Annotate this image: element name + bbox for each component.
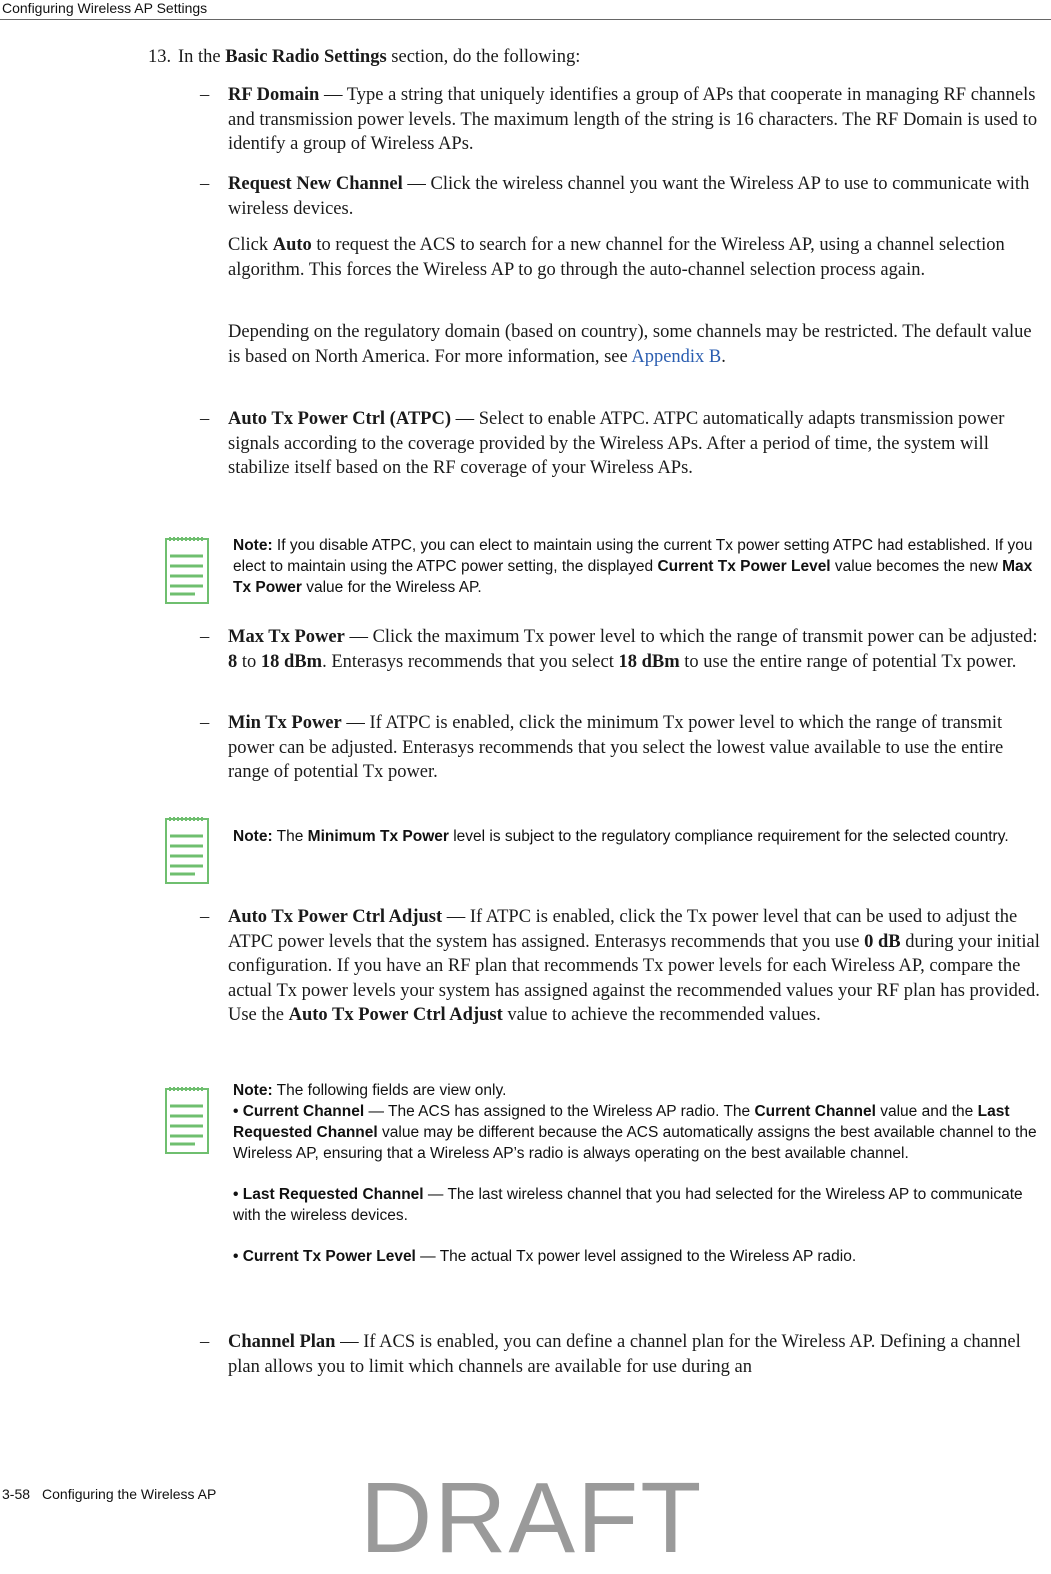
page-footer xyxy=(2,1486,216,1502)
list-dash: – xyxy=(200,627,210,647)
note-bullet-current-tx: • Current Tx Power Level — The actual Tx power level assigned to the Wireless AP radio. xyxy=(233,1248,857,1265)
note-bullet-last-requested: • Last Requested Channel — The last wireless channel that you had selected for the Wireless AP to communicate with the wireless devices. xyxy=(233,1186,1023,1224)
para-regulatory: Depending on the regulatory domain (based on country), some channels may be restricted. The default value is based on North America. For more information, see Appendix B. xyxy=(228,322,1032,367)
note-atpc: Note: If you disable ATPC, you can elect to maintain using the current Tx power setting ATPC had established. If you elect to maintain using the ATPC power setting, the displayed Current Tx Power Level value becomes the new Max Tx Power value for the Wireless AP. xyxy=(233,537,1033,596)
item-min-tx: Min Tx Power — If ATPC is enabled, click the minimum Tx power level to which the range of transmit power can be adjusted. Enterasys recommends that you select the lowest value available to use the entire range of potential Tx power. xyxy=(228,713,1004,782)
note-icon xyxy=(165,536,209,604)
page-number: 3-58 xyxy=(2,1486,31,1502)
term-channel-plan: Channel Plan xyxy=(228,1332,336,1352)
para-auto: Click Auto to request the ACS to search for a new channel for the Wireless AP, using a channel selection algorithm. This forces the Wireless AP to go through the auto-channel selection process again. xyxy=(228,235,1005,280)
term-max-tx: Max Tx Power xyxy=(228,627,345,647)
note-label: Note: xyxy=(233,828,273,845)
list-dash: – xyxy=(200,409,210,429)
header-title: Configuring Wireless AP Settings xyxy=(2,0,208,16)
note-label: Note: xyxy=(233,537,273,554)
note-intro: Note: The following fields are view only. xyxy=(233,1082,507,1099)
running-header xyxy=(0,0,1051,20)
item-channel-plan: Channel Plan — If ACS is enabled, you can define a channel plan for the Wireless AP. Defining a channel plan allows you to limit which channels are available for use during an xyxy=(228,1332,1021,1377)
note-icon xyxy=(165,1086,209,1154)
list-dash: – xyxy=(200,907,210,927)
list-dash: – xyxy=(200,174,210,194)
note-bullet-current-channel: • Current Channel — The ACS has assigned to the Wireless AP radio. The Current Channel value and the Last Requested Channel value may be different because the ACS automatically assigns the best available channel to the Wireless AP, ensuring that a Wireless AP’s radio is always operating on the best available channel. xyxy=(233,1103,1037,1162)
term-rf-domain: RF Domain xyxy=(228,85,320,105)
chapter-title: Configuring the Wireless AP xyxy=(42,1486,217,1502)
list-dash: – xyxy=(200,85,210,105)
list-dash: – xyxy=(200,713,210,733)
term-atpc-adjust: Auto Tx Power Ctrl Adjust xyxy=(228,907,443,927)
term-atpc: Auto Tx Power Ctrl (ATPC) xyxy=(228,409,451,429)
term-min-tx: Min Tx Power xyxy=(228,713,342,733)
section-name: Basic Radio Settings xyxy=(225,47,387,67)
note-view-only xyxy=(233,1080,1049,1267)
item-max-tx: Max Tx Power — Click the maximum Tx power level to which the range of transmit power can be adjusted: 8 to 18 dBm. Enterasys recommends that you select 18 dBm to use the entire range of potential Tx power. xyxy=(228,627,1038,672)
item-rf-domain: RF Domain — Type a string that uniquely identifies a group of APs that cooperate in managing RF channels and transmission power levels. The maximum length of the string is 16 characters. The RF Domain is used to identify a group of Wireless APs. xyxy=(228,85,1038,154)
appendix-b-link[interactable]: Appendix B xyxy=(631,346,722,367)
step-13: 13. In the Basic Radio Settings section, do the following: xyxy=(148,47,581,67)
item-request-channel: Request New Channel — Click the wireless channel you want the Wireless AP to use to communicate with wireless devices. xyxy=(228,174,1030,219)
note-label: Note: xyxy=(233,1082,273,1099)
step-number: 13. xyxy=(148,47,172,67)
item-atpc: Auto Tx Power Ctrl (ATPC) — Select to enable ATPC. ATPC automatically adapts transmission power signals according to the coverage provided by the Wireless APs. After a period of time, the system will stabilize itself based on the RF coverage of your Wireless APs. xyxy=(228,409,1005,478)
note-icon xyxy=(165,816,209,884)
item-atpc-adjust: Auto Tx Power Ctrl Adjust — If ATPC is enabled, click the Tx power level that can be used to adjust the ATPC power levels that the system has assigned. Enterasys recommends that you use 0 dB during your initial configuration. If you have an RF plan that recommends Tx power levels for each Wireless AP, compare the actual Tx power levels your system has assigned against the recommended values your RF plan has provided. Use the Auto Tx Power Ctrl Adjust value to achieve the recommended values. xyxy=(228,907,1040,1025)
note-min-tx: Note: The Minimum Tx Power level is subject to the regulatory compliance requirement for the selected country. xyxy=(233,828,1009,845)
list-dash: – xyxy=(200,1332,210,1352)
draft-watermark: DRAFT xyxy=(360,1462,704,1574)
term-request-channel: Request New Channel xyxy=(228,174,403,194)
